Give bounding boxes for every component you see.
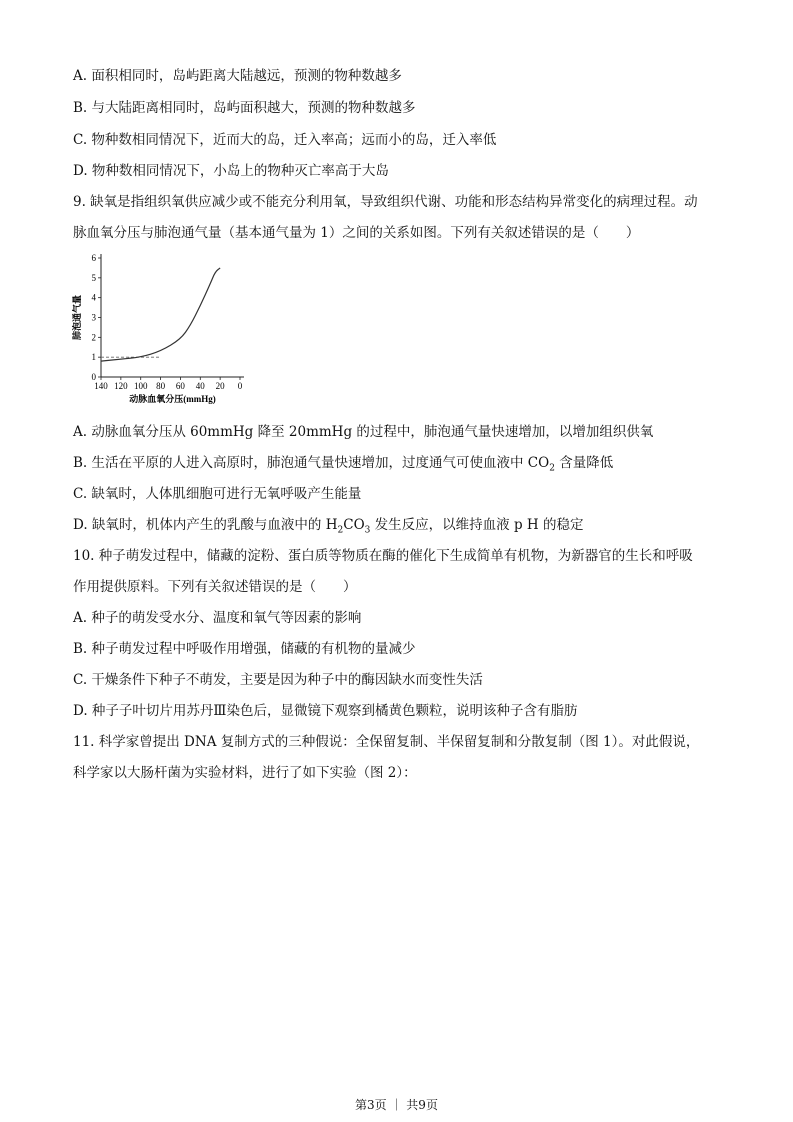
option-9b [73,454,613,478]
chart-ticks [92,253,243,391]
question-10-line-1: 10. 种子萌发过程中，储藏的淀粉、蛋白质等物质在酶的催化下生成简单有机物，为新器官的生长和呼吸 [73,548,693,564]
x-tick-label: 20 [215,381,225,391]
series-line [101,268,220,361]
y-tick-label: 2 [91,332,96,343]
question-9-line-2: 脉血氧分压与肺泡通气量（基本通气量为 1）之间的关系如图。下列有关叙述错误的是（ ） [73,225,640,241]
line-1: A. 面积相同时，岛屿距离大陆越远，预测的物种数越多 [73,68,402,84]
x-tick-label: 60 [175,381,185,391]
x-axis-label: 动脉血氧分压(mmHg) [129,394,216,404]
option-9c: C. 缺氧时，人体肌细胞可进行无氧呼吸产生能量 [73,486,362,502]
question-11-line-1: 11. 科学家曾提出 DNA 复制方式的三种假说：全保留复制、半保留复制和分散复制（图 1）。对此假说， [73,734,700,750]
option-10b: B. 种子萌发过程中呼吸作用增强，储藏的有机物的量减少 [73,641,416,657]
option-9b-text: B. 生活在平原的人进入高原时，肺泡通气量快速增加，过度通气可使血液中 CO [73,455,550,471]
question-9-line-1: 9. 缺氧是指组织氧供应减少或不能充分利用氧，导致组织代谢、功能和形态结构异常变化的病理过程。动 [73,194,698,210]
option-9b-tail: 含量降低 [554,455,614,471]
option-9d-tail: 发生反应，以维持血液 p H 的稳定 [370,517,584,533]
y-tick-label: 5 [91,272,96,283]
question-11-line-2: 科学家以大肠杆菌为实验材料，进行了如下实验（图 2）： [73,765,417,781]
y-axis-label: 肺泡通气量 [72,294,82,341]
y-tick-label: 4 [91,292,96,303]
subscript: 3 [364,525,371,536]
subscript: 2 [337,525,344,536]
subscript: 2 [549,463,555,474]
x-tick-label: 120 [114,381,128,391]
line-3: C. 物种数相同情况下，近而大的岛，迁入率高；远而小的岛，迁入率低 [73,132,497,148]
y-tick-label: 1 [91,352,96,363]
question-10-line-2: 作用提供原料。下列有关叙述错误的是（ ） [73,579,357,595]
option-9d [73,516,583,540]
y-tick-label: 3 [91,312,96,323]
ventilation-chart [66,250,256,410]
option-10d: D. 种子子叶切片用苏丹Ⅲ染色后，显微镜下观察到橘黄色颗粒，说明该种子含有脂肪 [73,703,578,719]
option-9a: A. 动脉血氧分压从 60mmHg 降至 20mmHg 的过程中，肺泡通气量快速增加，以增加组织供氧 [73,424,654,440]
option-9d-text: D. 缺氧时，机体内产生的乳酸与血液中的 H [73,517,338,533]
page-footer: 第3页 ｜ 共9页 [355,1098,438,1112]
y-tick-label: 0 [91,372,96,382]
line-2: B. 与大陆距离相同时，岛屿面积越大，预测的物种数越多 [73,100,416,116]
y-tick-label: 6 [91,253,96,263]
formula-part: CO [343,517,365,533]
option-10c: C. 干燥条件下种子不萌发，主要是因为种子中的酶因缺水而变性失活 [73,672,483,688]
x-tick-label: 80 [156,381,166,391]
x-tick-label: 140 [94,381,108,391]
x-tick-label: 0 [237,381,243,391]
line-4: D. 物种数相同情况下，小岛上的物种灭亡率高于大岛 [73,163,389,179]
x-tick-label: 100 [133,381,148,391]
option-10a: A. 种子的萌发受水分、温度和氧气等因素的影响 [73,610,362,626]
x-tick-label: 40 [195,381,205,391]
